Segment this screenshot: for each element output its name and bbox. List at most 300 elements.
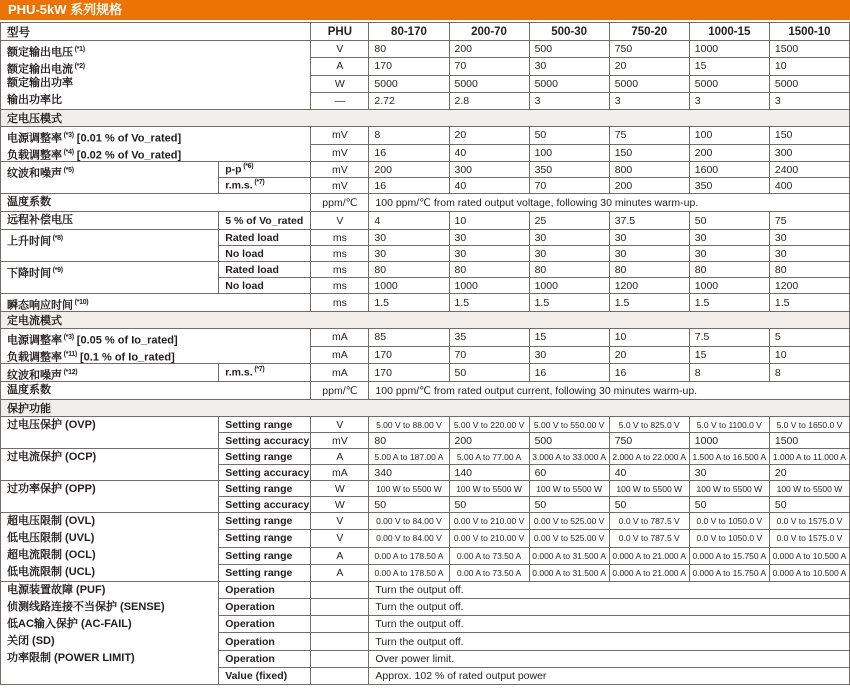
spec-value: 5.0 V to 1650.0 V: [769, 417, 849, 433]
row-label: [1, 262, 218, 279]
label-text: Setting range: [225, 482, 293, 495]
spec-value: 16: [609, 364, 689, 382]
spec-value: 70: [449, 346, 529, 364]
footnote-marker: (*12): [62, 369, 78, 376]
spec-value: 500: [529, 433, 609, 449]
spec-value: 0.00 A to 73.50 A: [449, 564, 529, 581]
spec-value: 5000: [529, 75, 609, 92]
spec-value: 15: [529, 329, 609, 347]
spec-value: 1000: [689, 433, 769, 449]
table-header-row: [1, 23, 850, 41]
spec-value: 10: [769, 346, 849, 364]
spec-row: [1, 481, 850, 497]
unit-cell: V: [311, 417, 369, 433]
spec-value: 80: [369, 433, 449, 449]
spec-span-value: Over power limit.: [369, 650, 850, 667]
spec-value: 5.00 A to 187.00 A: [369, 449, 449, 465]
row-label: [1, 346, 310, 363]
header-model-column: 1000-15: [689, 23, 769, 41]
row-sublabel: [219, 497, 311, 513]
row-label: [1, 582, 218, 599]
spec-value: 8: [769, 364, 849, 382]
unit-cell: —: [311, 92, 369, 109]
spec-value: 30: [769, 230, 849, 246]
spec-value: 15: [689, 346, 769, 364]
row-label-cell: [1, 329, 311, 364]
spec-value: 0.000 A to 15.750 A: [689, 564, 769, 581]
row-sublabel: [219, 162, 311, 178]
spec-value: 1200: [609, 278, 689, 294]
footnote-marker: (*8): [51, 235, 63, 242]
unit-cell: mA: [311, 465, 369, 481]
row-label-cell: [1, 212, 219, 230]
spec-value: 1.000 A to 11.000 A: [769, 449, 849, 465]
row-label: [1, 162, 218, 179]
spec-value: 20: [449, 127, 529, 145]
spec-value: 0.00 V to 210.00 V: [449, 513, 529, 530]
spec-value: 8: [369, 127, 449, 145]
footnote-marker: (*3): [62, 132, 74, 139]
row-label: [1, 364, 218, 381]
spec-value: 170: [369, 364, 449, 382]
unit-cell: V: [311, 41, 369, 58]
label-text: 电源装置故障 (PUF): [7, 584, 106, 596]
spec-value: 16: [369, 144, 449, 162]
unit-cell: W: [311, 75, 369, 92]
row-label: [1, 616, 218, 633]
spec-value: 0.0 V to 787.5 V: [609, 513, 689, 530]
spec-value: 5000: [609, 75, 689, 92]
spec-row: [1, 262, 850, 278]
spec-value: 100 W to 5500 W: [689, 481, 769, 497]
spec-value: 30: [529, 246, 609, 262]
section-label: 定电流模式: [1, 312, 850, 329]
unit-cell: ms: [311, 246, 369, 262]
spec-value: 2.72: [369, 92, 449, 109]
label-text: 纹波和噪声: [7, 369, 62, 381]
spec-value: 50: [449, 497, 529, 513]
spec-value: 30: [529, 58, 609, 75]
spec-value: 80: [369, 41, 449, 58]
label-text: Setting range: [225, 418, 293, 431]
label-text: 输出功率比: [7, 94, 62, 106]
spec-value: 170: [369, 346, 449, 364]
spec-value: 0.00 V to 84.00 V: [369, 530, 449, 547]
spec-value: 200: [609, 178, 689, 194]
spec-value: 0.0 V to 1050.0 V: [689, 530, 769, 547]
spec-value: 0.0 V to 787.5 V: [609, 530, 689, 547]
label-text: Operation: [225, 618, 275, 631]
spec-value: 30: [689, 230, 769, 246]
spec-value: 100 W to 5500 W: [529, 481, 609, 497]
spec-value: 1.5: [689, 294, 769, 312]
row-sublabel: [219, 212, 311, 230]
unit-cell: ppm/℃: [311, 382, 369, 400]
row-sublabel: [219, 633, 311, 650]
unit-cell: mV: [311, 144, 369, 162]
spec-value: 50: [369, 497, 449, 513]
unit-cell: [311, 616, 369, 633]
spec-row: [1, 127, 850, 145]
label-text: 电源调整率: [7, 334, 62, 346]
spec-value: 1000: [449, 278, 529, 294]
spec-value: 37.5: [609, 212, 689, 230]
row-label: [1, 599, 218, 616]
spec-value: 75: [609, 127, 689, 145]
spec-value: 80: [529, 262, 609, 278]
spec-value: 16: [369, 178, 449, 194]
label-text: 过功率保护 (OPP): [7, 483, 96, 495]
spec-value: 35: [449, 329, 529, 347]
header-model-column: 500-30: [529, 23, 609, 41]
spec-value: 1000: [689, 278, 769, 294]
spec-value: 50: [449, 364, 529, 382]
row-label: [1, 329, 310, 346]
footnote-marker: (*7): [252, 179, 265, 187]
unit-cell: W: [311, 497, 369, 513]
header-model-column: 750-20: [609, 23, 689, 41]
spec-row: [1, 212, 850, 230]
unit-cell: [311, 650, 369, 667]
page-title: PHU-5kW 系列规格: [8, 2, 123, 17]
row-label-cell: [1, 127, 311, 162]
label-text: 关闭 (SD): [7, 635, 55, 647]
spec-value: 350: [529, 162, 609, 178]
spec-value: 30: [689, 465, 769, 481]
spec-value: 150: [609, 144, 689, 162]
spec-value: 400: [769, 178, 849, 194]
row-sublabel: [219, 178, 311, 194]
spec-value: 75: [769, 212, 849, 230]
spec-value: 70: [529, 178, 609, 194]
spec-value: 80: [769, 262, 849, 278]
spec-span-value: Approx. 102 % of rated output power: [369, 667, 850, 684]
spec-value: 16: [529, 364, 609, 382]
spec-value: 100: [529, 144, 609, 162]
unit-cell: mA: [311, 364, 369, 382]
spec-value: 5.00 V to 88.00 V: [369, 417, 449, 433]
spec-span-value: 100 ppm/℃ from rated output voltage, following 30 minutes warm-up.: [369, 194, 850, 212]
unit-cell: [311, 582, 369, 599]
row-sublabel: [219, 449, 311, 465]
label-text: 过电压保护 (OVP): [7, 419, 96, 431]
label-text: Setting range: [225, 549, 293, 562]
spec-value: 1600: [689, 162, 769, 178]
spec-value: 80: [449, 262, 529, 278]
footnote-marker: (*5): [62, 167, 74, 174]
unit-cell: mA: [311, 346, 369, 364]
row-label: [1, 127, 310, 144]
unit-cell: mV: [311, 178, 369, 194]
spec-value: 500: [529, 41, 609, 58]
footnote-marker: (*11): [62, 351, 77, 358]
spec-value: 30: [769, 246, 849, 262]
label-text: Setting range: [225, 450, 293, 463]
spec-value: 30: [689, 246, 769, 262]
spec-value: 3: [769, 92, 849, 109]
spec-value: 50: [689, 497, 769, 513]
label-text: 过电流保护 (OCP): [7, 451, 97, 463]
spec-row: [1, 329, 850, 347]
unit-cell: ppm/℃: [311, 194, 369, 212]
spec-row: [1, 294, 850, 312]
spec-value: 200: [689, 144, 769, 162]
row-label-cell: [1, 194, 311, 212]
row-label: [1, 75, 310, 92]
label-extra: [0.05 % of Io_rated]: [73, 334, 178, 346]
row-label: [1, 530, 218, 547]
spec-value: 5: [769, 329, 849, 347]
spec-value: 3: [529, 92, 609, 109]
row-label: [1, 294, 310, 311]
spec-span-value: Turn the output off.: [369, 616, 850, 633]
row-label-cell: [1, 513, 219, 582]
label-text: Operation: [225, 601, 275, 614]
spec-value: 1500: [769, 433, 849, 449]
spec-value: 0.000 A to 10.500 A: [769, 547, 849, 564]
row-label-cell: [1, 364, 219, 382]
spec-table: [0, 22, 850, 685]
label-extra: [0.02 % of Vo_rated]: [73, 149, 182, 161]
label-text: 电源调整率: [7, 132, 62, 144]
spec-value: 40: [449, 144, 529, 162]
spec-value: 1000: [529, 278, 609, 294]
row-sublabel: [219, 246, 311, 262]
unit-cell: W: [311, 481, 369, 497]
row-label: [1, 92, 310, 109]
row-sublabel: [219, 230, 311, 246]
label-text: 纹波和噪声: [7, 167, 62, 179]
spec-value: 30: [529, 230, 609, 246]
spec-value: 170: [369, 58, 449, 75]
label-text: r.m.s.: [225, 366, 253, 379]
spec-value: 80: [369, 262, 449, 278]
spec-value: 5.00 V to 550.00 V: [529, 417, 609, 433]
label-text: Operation: [225, 635, 275, 648]
row-label: [1, 41, 310, 58]
spec-value: 15: [689, 58, 769, 75]
spec-value: 10: [449, 212, 529, 230]
label-text: Setting range: [225, 532, 293, 545]
label-extra: [0.1 % of Io_rated]: [76, 351, 175, 363]
spec-value: 80: [689, 262, 769, 278]
unit-cell: [311, 633, 369, 650]
spec-row: [1, 449, 850, 465]
spec-value: 0.00 V to 210.00 V: [449, 530, 529, 547]
spec-value: 1000: [369, 278, 449, 294]
row-label: [1, 633, 218, 650]
spec-value: 2400: [769, 162, 849, 178]
spec-value: 0.00 V to 525.00 V: [529, 513, 609, 530]
spec-value: 30: [609, 246, 689, 262]
spec-span-value: Turn the output off.: [369, 599, 850, 616]
spec-value: 7.5: [689, 329, 769, 347]
label-text: 低电流限制 (UCL): [7, 566, 95, 578]
spec-value: 3: [609, 92, 689, 109]
spec-value: 4: [369, 212, 449, 230]
row-label: [1, 58, 310, 75]
spec-value: 5.0 V to 825.0 V: [609, 417, 689, 433]
spec-value: 2.8: [449, 92, 529, 109]
footnote-marker: (*4): [62, 149, 74, 156]
footnote-marker: (*2): [73, 63, 85, 70]
spec-value: 0.000 A to 10.500 A: [769, 564, 849, 581]
spec-value: 200: [449, 433, 529, 449]
unit-cell: [311, 667, 369, 684]
spec-row: [1, 162, 850, 178]
spec-span-value: 100 ppm/℃ from rated output current, following 30 minutes warm-up.: [369, 382, 850, 400]
label-text: 侦测线路连接不当保护 (SENSE): [7, 601, 165, 613]
section-row: [1, 400, 850, 417]
spec-value: 30: [529, 346, 609, 364]
label-text: No load: [225, 279, 264, 292]
spec-value: 5000: [689, 75, 769, 92]
spec-value: 30: [449, 230, 529, 246]
spec-row: [1, 41, 850, 58]
spec-value: 0.0 V to 1575.0 V: [769, 513, 849, 530]
label-text: 低AC输入保护 (AC-FAIL): [7, 618, 132, 630]
label-text: Operation: [225, 652, 275, 665]
section-row: [1, 312, 850, 329]
row-sublabel: [219, 417, 311, 433]
label-text: 远程补偿电压: [7, 214, 73, 226]
spec-value: 50: [529, 497, 609, 513]
footnote-marker: (*7): [252, 366, 265, 374]
spec-value: 100: [689, 127, 769, 145]
unit-cell: ms: [311, 294, 369, 312]
row-label-cell: [1, 262, 219, 294]
unit-cell: V: [311, 530, 369, 547]
spec-value: 100 W to 5500 W: [769, 481, 849, 497]
spec-value: 5.0 V to 1100.0 V: [689, 417, 769, 433]
label-text: Setting accuracy: [225, 434, 310, 447]
unit-cell: ms: [311, 230, 369, 246]
spec-value: 750: [609, 433, 689, 449]
header-model-column: 1500-10: [769, 23, 849, 41]
spec-value: 3.000 A to 33.000 A: [529, 449, 609, 465]
row-label-cell: [1, 481, 219, 513]
spec-value: 150: [769, 127, 849, 145]
unit-cell: mV: [311, 162, 369, 178]
section-row: [1, 110, 850, 127]
spec-row: [1, 382, 850, 400]
row-sublabel: [219, 616, 311, 633]
spec-value: 0.0 V to 1050.0 V: [689, 513, 769, 530]
label-text: Setting accuracy: [225, 498, 310, 511]
row-label: [1, 212, 218, 229]
spec-value: 0.000 A to 21.000 A: [609, 547, 689, 564]
row-label-cell: [1, 162, 219, 194]
footnote-marker: (*10): [73, 299, 89, 306]
spec-value: 0.00 A to 178.50 A: [369, 547, 449, 564]
spec-value: 50: [529, 127, 609, 145]
spec-value: 1500: [769, 41, 849, 58]
spec-value: 70: [449, 58, 529, 75]
row-label: [1, 547, 218, 564]
header-series-label: PHU: [311, 23, 369, 41]
label-text: p-p: [225, 163, 242, 176]
unit-cell: V: [311, 513, 369, 530]
label-text: Setting accuracy: [225, 466, 310, 479]
spec-table-body: [1, 23, 850, 685]
label-text: 额定输出功率: [7, 77, 73, 89]
row-label: [1, 667, 218, 684]
row-label: [1, 449, 218, 466]
label-text: 下降时间: [7, 267, 51, 279]
section-label: 保护功能: [1, 400, 850, 417]
spec-value: 20: [609, 58, 689, 75]
spec-value: 0.00 A to 73.50 A: [449, 547, 529, 564]
label-text: Rated load: [225, 231, 279, 244]
spec-value: 200: [449, 41, 529, 58]
spec-value: 5.00 A to 77.00 A: [449, 449, 529, 465]
row-label: [1, 230, 218, 247]
spec-value: 0.00 V to 84.00 V: [369, 513, 449, 530]
spec-value: 25: [529, 212, 609, 230]
spec-value: 300: [449, 162, 529, 178]
unit-cell: A: [311, 449, 369, 465]
row-sublabel: [219, 513, 311, 530]
spec-value: 200: [369, 162, 449, 178]
spec-value: 5.00 V to 220.00 V: [449, 417, 529, 433]
spec-value: 0.000 A to 31.500 A: [529, 564, 609, 581]
spec-value: 100 W to 5500 W: [369, 481, 449, 497]
spec-row: [1, 582, 850, 599]
label-text: 温度系数: [7, 196, 51, 208]
spec-value: 1.5: [529, 294, 609, 312]
spec-value: 40: [449, 178, 529, 194]
spec-value: 0.00 A to 178.50 A: [369, 564, 449, 581]
label-text: Value (fixed): [225, 669, 288, 682]
row-sublabel: [219, 481, 311, 497]
spec-value: 340: [369, 465, 449, 481]
spec-value: 0.0 V to 1575.0 V: [769, 530, 849, 547]
row-sublabel: [219, 599, 311, 616]
unit-cell: A: [311, 564, 369, 581]
label-text: r.m.s.: [225, 179, 253, 192]
label-text: 负载调整率: [7, 351, 62, 363]
spec-value: 5000: [769, 75, 849, 92]
spec-value: 20: [609, 346, 689, 364]
spec-row: [1, 417, 850, 433]
spec-value: 30: [609, 230, 689, 246]
row-label-cell: [1, 582, 219, 685]
row-label: [1, 194, 310, 211]
spec-value: 1.500 A to 16.500 A: [689, 449, 769, 465]
spec-value: 1200: [769, 278, 849, 294]
row-label-cell: [1, 230, 219, 262]
label-text: 负载调整率: [7, 149, 62, 161]
spec-value: 0.00 V to 525.00 V: [529, 530, 609, 547]
spec-value: 1000: [689, 41, 769, 58]
label-text: 超电压限制 (OVL): [7, 515, 95, 527]
row-sublabel: [219, 564, 311, 581]
unit-cell: [311, 599, 369, 616]
row-sublabel: [219, 650, 311, 667]
row-label: [1, 382, 310, 399]
unit-cell: ms: [311, 278, 369, 294]
footnote-marker: (*9): [51, 267, 63, 274]
spec-value: 750: [609, 41, 689, 58]
spec-value: 5000: [369, 75, 449, 92]
spec-value: 85: [369, 329, 449, 347]
row-sublabel: [219, 433, 311, 449]
row-label-cell: [1, 382, 311, 400]
row-label: [1, 144, 310, 161]
row-label-cell: [1, 449, 219, 481]
spec-value: 50: [769, 497, 849, 513]
row-label: [1, 564, 218, 581]
